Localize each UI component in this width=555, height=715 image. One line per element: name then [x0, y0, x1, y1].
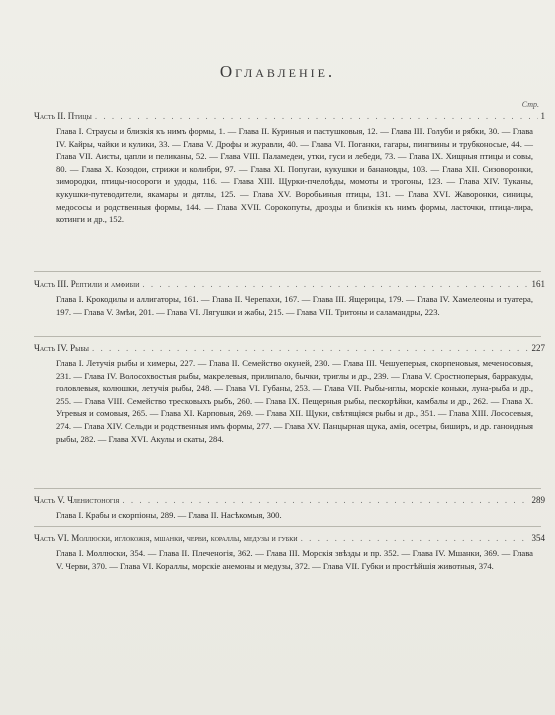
dot-leader	[301, 532, 529, 545]
toc-chapter-list: Глава I. Крабы и скорпіоны, 289. — Глава II. Насѣкомыя, 300.	[56, 510, 282, 520]
toc-heading	[34, 494, 545, 507]
toc-section-part-3	[34, 278, 545, 318]
toc-heading	[34, 342, 545, 355]
toc-heading-label: Часть V. Членистоногія	[34, 495, 120, 505]
toc-heading	[34, 532, 545, 545]
section-divider	[34, 526, 541, 527]
toc-section-part-4	[34, 342, 545, 445]
toc-page-number: 354	[531, 533, 545, 543]
dot-leader	[92, 342, 529, 355]
toc-page-number: 227	[531, 343, 545, 353]
toc-heading-label: Часть IV. Рыбы	[34, 343, 89, 353]
dot-leader	[142, 278, 528, 291]
section-divider	[34, 488, 541, 489]
toc-section-part-5	[34, 494, 545, 522]
toc-chapter-list: Глава I. Страусы и близкія къ нимъ формы, 1. — Глава II. Куриныя и пастушковыя, 12. — Глава III. Голуби и рябки, 30. — Глава IV. Кайры, чайки и кулики, 33. — Глава V. Дрофы и журавли, 40. — Глава VI. Поганки, гагары, пингвины и трубконосые, 44. — Глава VII. Аисты, цапли и пеликаны, 52. — Глава VIII. Паламедеи, утки, гуси и лебеди, 73. — Глава IX. Хищныя птицы и совы, 80. — Глава X. Козодои, стрижи и колибри, 97. — Глава XI. Попугаи, кукушки и банановды, 103. — Глава XII. Сизоворонки, зимородки, птицы-носороги и удоды, 116. — Глава XIII. Щурки-пчелоѣды, момоты и трогоны, 123. — Глава XIV. Туканы, кукушки-путеводители, якамары и дятлы, 125. — Глава XV. Воробьиныя птицы, 131. — Глава XVI. Жаворонки, синицы, медососы и родственныя формы, 144. — Глава XVII. Сорокопуты, дрозды и близкія къ нимъ формы, ласточки, птица-лира, котинги и др., 152.	[56, 126, 533, 225]
toc-heading	[34, 278, 545, 291]
toc-chapter-list: Глава I. Моллюски, 354. — Глава II. Плеченогія, 362. — Глава III. Морскія звѣзды и пр. 352. — Глава IV. Мшанки, 369. — Глава V. Черви, 370. — Глава VI. Кораллы, морскіе анемоны и медузы, 372. — Глава VII. Губки и простѣйшія животныя, 374.	[56, 548, 533, 571]
toc-chapter-list: Глава I. Летучія рыбы и химеры, 227. — Глава II. Семейство окуней, 230. — Глава III. Чешуеперыя, скорпеновыя, меченосовыя, 231. — Глава IV. Волосохвостыя рыбы, макрелевыя, прилипало, бычки, триглы и др., 239. — Глава V. Сростноперыя, барракуды, головлевыя, колюшки, летучія рыбы, 248. — Глава VI. Губаны, 253. — Глава VII. Рыбы-иглы, морскіе коньки, луна-рыба и др., 255. — Глава VIII. Семейство тресковыхъ рыбъ, 260. — Глава IX. Пещерныя рыбы, пескорѣйки, камбалы и др., 262. — Глава X. Угревыя и сомовыя, 265. — Глава XI. Карповыя, 269. — Глава XII. Щуки, свѣтящіяся рыбы и др., 351. — Глава XIII. Лососевыя, 274. — Глава XIV. Сельди и родственныя имъ формы, 277. — Глава XV. Панцырная щука, амія, осетры, биширъ, и др. ганоидныя рыбы, 282. — Глава XVI. Акулы и скаты, 284.	[56, 358, 533, 444]
toc-heading	[34, 110, 545, 123]
section-divider	[34, 336, 541, 337]
page-title: Оглавленіе.	[219, 62, 336, 81]
toc-section-part-6	[34, 532, 545, 572]
toc-heading-label: Часть II. Птицы	[34, 111, 92, 121]
toc-heading-label: Часть VI. Моллюски, иглокожія, мшанки, черви, кораллы, медузы и губки	[34, 533, 298, 543]
toc-page-number: 1	[540, 111, 545, 121]
toc-page-number: 289	[531, 495, 545, 505]
toc-heading-label: Часть III. Рептиліи и амфибіи	[34, 279, 140, 289]
toc-section-part-2	[34, 110, 545, 226]
section-divider	[34, 271, 541, 272]
toc-chapter-list: Глава I. Крокодилы и аллигаторы, 161. — Глава II. Черепахи, 167. — Глава III. Ящерицы, 179. — Глава IV. Хамелеоны и туатера, 197. — Глава V. Змѣи, 201. — Глава VI. Лягушки и жабы, 215. — Глава VII. Тритоны и саламандры, 223.	[56, 294, 533, 317]
toc-page-number: 161	[531, 279, 545, 289]
dot-leader	[95, 110, 538, 123]
dot-leader	[122, 494, 528, 507]
pages-column-label: Стр.	[521, 100, 539, 109]
